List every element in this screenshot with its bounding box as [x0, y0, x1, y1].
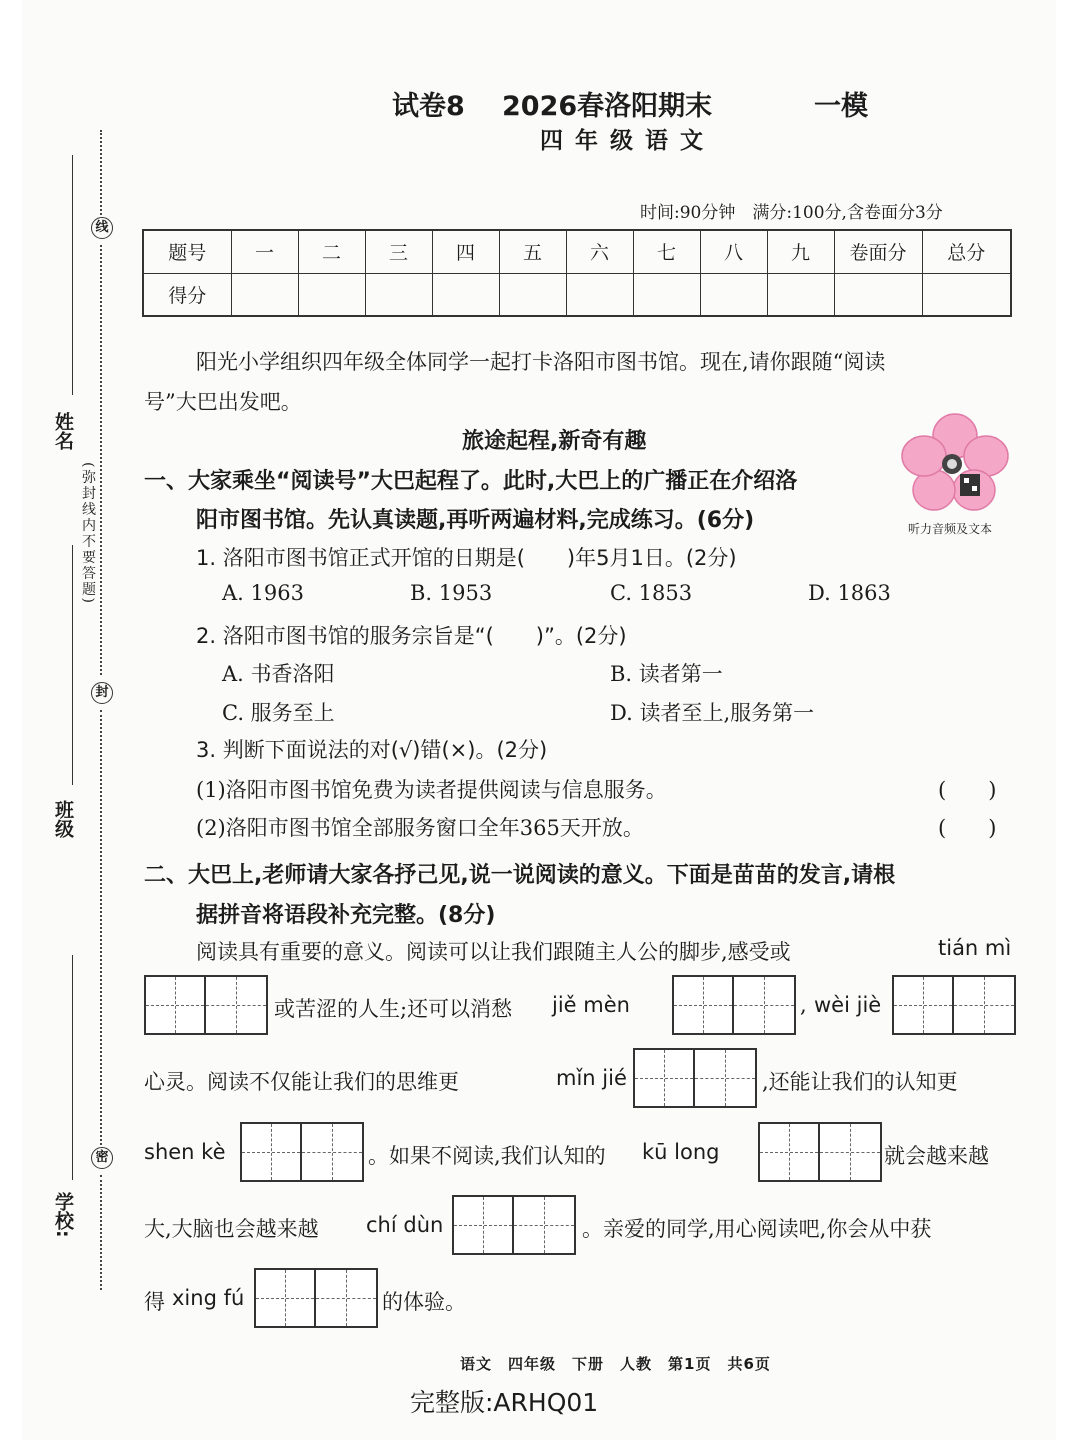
full-version-code: 完整版:ARHQ01	[410, 1388, 599, 1417]
score-input-cell[interactable]	[633, 273, 700, 316]
part2-heading-line-1: 二、大巴上,老师请大家各抒己见,说一说阅读的意义。下面是苗苗的发言,请根	[144, 863, 896, 888]
passage-text: ,	[800, 993, 807, 1017]
answer-box-chidun[interactable]	[452, 1195, 576, 1255]
qr-caption: 听力音频及文本	[908, 522, 993, 536]
seal-dotted-line	[100, 1175, 102, 1290]
answer-box-jiemen[interactable]	[672, 975, 796, 1035]
passage-text: 的体验。	[382, 1290, 466, 1314]
part1-heading-line-2: 阳市图书馆。先认真读题,再听两遍材料,完成练习。(6分)	[196, 508, 755, 533]
seal-note: (弥封线内不要答题)	[80, 462, 96, 605]
class-label: 班级	[52, 800, 74, 838]
answer-box-weijie[interactable]	[892, 975, 1016, 1035]
passage-text: 或苦涩的人生;还可以消愁	[274, 997, 513, 1021]
question-3: 3. 判断下面说法的对(√)错(×)。(2分)	[196, 738, 548, 762]
table-cell: 三	[365, 230, 432, 273]
table-cell: 八	[700, 230, 767, 273]
pinyin-xingfu: xing fú	[172, 1286, 245, 1310]
q2-option-a[interactable]: A. 书香洛阳	[222, 662, 335, 686]
pinyin-jiemen: jiě mèn	[552, 993, 630, 1017]
q3-answer-paren-2[interactable]: ( )	[938, 816, 997, 840]
exam-title-suffix: 一模	[814, 91, 868, 122]
section-heading: 旅途起程,新奇有趣	[462, 429, 647, 454]
question-2: 2. 洛阳市图书馆的服务宗旨是“( )”。(2分)	[196, 624, 627, 648]
table-cell: 四	[432, 230, 499, 273]
table-cell: 九	[767, 230, 834, 273]
score-input-cell[interactable]	[566, 273, 633, 316]
table-cell: 得分	[143, 273, 231, 316]
q2-option-d[interactable]: D. 读者至上,服务第一	[610, 701, 815, 725]
exam-number: 试卷8	[392, 91, 465, 122]
answer-box-kulong[interactable]	[758, 1122, 882, 1182]
score-input-cell[interactable]	[231, 273, 298, 316]
passage-text: 。如果不阅读,我们认知的	[368, 1144, 606, 1168]
q2-option-c[interactable]: C. 服务至上	[222, 701, 335, 725]
passage-text: 就会越来越	[884, 1144, 989, 1168]
q3-answer-paren-1[interactable]: ( )	[938, 778, 997, 802]
table-cell: 一	[231, 230, 298, 273]
seal-dotted-line	[100, 130, 102, 215]
passage-text: 心灵。阅读不仅能让我们的思维更	[144, 1070, 459, 1094]
intro-line-1: 阳光小学组织四年级全体同学一起打卡洛阳市图书馆。现在,请你跟随“阅读	[196, 350, 886, 374]
name-label: 姓名	[52, 412, 74, 450]
q3-statement-2: (2)洛阳市图书馆全部服务窗口全年365天开放。	[196, 816, 644, 840]
part1-heading-line-1: 一、大家乘坐“阅读号”大巴起程了。此时,大巴上的广播正在介绍洛	[144, 469, 798, 494]
class-blank-line	[72, 545, 73, 785]
score-table-score-row	[143, 273, 1011, 316]
q1-option-a[interactable]: A. 1963	[222, 581, 304, 605]
table-cell: 总分	[922, 230, 1011, 273]
passage-line-1: 阅读具有重要的意义。阅读可以让我们跟随主人公的脚步,感受或	[196, 940, 791, 964]
score-input-cell[interactable]	[298, 273, 365, 316]
seal-mark-mi: 密	[91, 1147, 113, 1169]
table-cell: 七	[633, 230, 700, 273]
page-footer: 语文 四年级 下册 人教 第1页 共6页	[460, 1355, 771, 1373]
score-table-header-row	[143, 230, 1011, 273]
table-cell: 五	[499, 230, 566, 273]
score-input-cell[interactable]	[499, 273, 566, 316]
pinyin-shenke: shen kè	[144, 1140, 226, 1164]
answer-box-minjie[interactable]	[633, 1048, 757, 1108]
school-blank-line	[72, 955, 73, 1180]
score-input-cell[interactable]	[700, 273, 767, 316]
exam-subtitle: 四年级语文	[540, 128, 715, 154]
seal-mark-feng: 封	[91, 682, 113, 704]
seal-dotted-line	[100, 710, 102, 1145]
intro-line-2: 号”大巴出发吧。	[144, 390, 302, 414]
pinyin-chidun: chí dùn	[366, 1213, 444, 1237]
school-label: 学校:	[52, 1192, 74, 1238]
exam-title: 2026春洛阳期末	[502, 91, 713, 122]
q1-option-d[interactable]: D. 1863	[808, 581, 891, 605]
q1-option-b[interactable]: B. 1953	[410, 581, 493, 605]
passage-text: ,还能让我们的认知更	[762, 1070, 958, 1094]
table-cell: 二	[298, 230, 365, 273]
score-input-cell[interactable]	[834, 273, 922, 316]
seal-mark-xian: 线	[91, 217, 113, 239]
audio-qr-flower-icon[interactable]	[900, 412, 1010, 512]
exam-meta: 时间:90分钟 满分:100分,含卷面分3分	[640, 203, 943, 223]
answer-box-xingfu[interactable]	[254, 1268, 378, 1328]
part2-heading-line-2: 据拼音将语段补充完整。(8分)	[196, 903, 496, 928]
passage-text: 大,大脑也会越来越	[144, 1217, 319, 1241]
pinyin-minjie: mǐn jié	[556, 1066, 627, 1090]
table-cell: 题号	[143, 230, 231, 273]
pinyin-tianmi: tián mì	[938, 936, 1012, 960]
pinyin-kulong: kū long	[642, 1140, 720, 1164]
name-blank-line	[72, 155, 73, 395]
score-input-cell[interactable]	[365, 273, 432, 316]
score-input-cell[interactable]	[432, 273, 499, 316]
answer-box-shenke[interactable]	[240, 1122, 364, 1182]
q1-option-c[interactable]: C. 1853	[610, 581, 693, 605]
score-input-cell[interactable]	[767, 273, 834, 316]
score-input-cell[interactable]	[922, 273, 1011, 316]
q2-option-b[interactable]: B. 读者第一	[610, 662, 723, 686]
table-cell: 卷面分	[834, 230, 922, 273]
passage-text: 。亲爱的同学,用心阅读吧,你会从中获	[582, 1217, 932, 1241]
table-cell: 六	[566, 230, 633, 273]
answer-box-tianmi[interactable]	[144, 975, 268, 1035]
pinyin-weijie: wèi jiè	[814, 993, 882, 1017]
seal-dotted-line	[100, 245, 102, 675]
question-1: 1. 洛阳市图书馆正式开馆的日期是( )年5月1日。(2分)	[196, 546, 737, 570]
score-table	[142, 229, 1012, 317]
passage-text: 得	[144, 1290, 165, 1314]
q3-statement-1: (1)洛阳市图书馆免费为读者提供阅读与信息服务。	[196, 778, 667, 802]
